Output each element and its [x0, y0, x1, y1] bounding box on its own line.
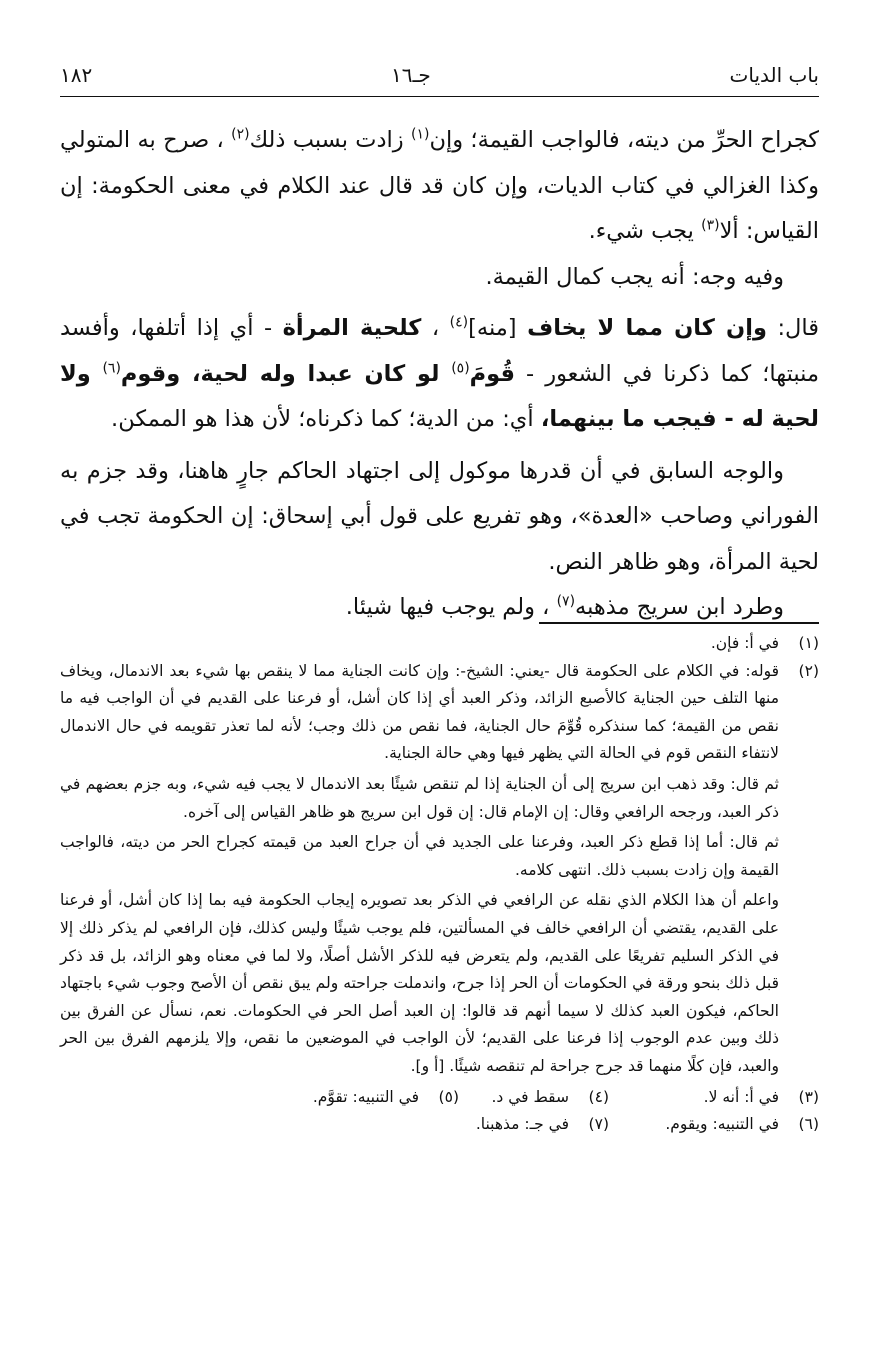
footnote-1 — [60, 630, 819, 658]
footnote-3 — [609, 1084, 819, 1112]
footnote-text: في جـ: مذهبنا. — [475, 1115, 569, 1134]
bold-text-run: ولا لحية له - فيجب ما بينهما، — [60, 360, 819, 432]
main-text — [60, 118, 819, 631]
footnote-ref-7[interactable]: (٧) — [556, 593, 576, 610]
footnote-separator — [539, 622, 819, 624]
footnote-text: في أ: أنه لا. — [703, 1087, 779, 1106]
footnote-number: (٤) — [588, 1087, 609, 1106]
footnote-paragraph: قوله: في الكلام على الحكومة قال -يعني: الشيخ-: وإن كانت الجناية مما لا ينقص بها شيء بعد الاندمال، ويخاف منها التلف حين الجناية كالأصبع الزائد، وذكر العبد أي إذا كان أشل، أو فرعنا على القديم في أن الواجب فيه ما نقص من القيمة؛ كما سنذكره قُوِّمَ حال الجناية، فما نقص من ذلك وجب؛ لأنه لما تعذر تقويمه في حال الاندمال لانتفاء النقص قوم في الحالة التي يظهر فيها وهي حالة الجناية. — [60, 661, 779, 763]
bold-text-run: وإن كان مما لا يخاف — [527, 315, 767, 341]
footnote-ref-2[interactable]: (٢) — [231, 126, 250, 143]
text-run: ، ولم يوجب فيها شيئا. — [345, 594, 557, 620]
footnote-ref-1[interactable]: (١) — [410, 126, 430, 143]
volume-label: جـ١٦ — [391, 63, 431, 87]
footnote-number: (٣) — [798, 1087, 819, 1106]
running-title: باب الديات — [729, 63, 819, 87]
text-run: يجب شيء. — [588, 218, 702, 244]
footnote-2 — [60, 658, 819, 1084]
footnote-ref-5[interactable]: (٥) — [451, 360, 470, 376]
footnote-5 — [239, 1084, 459, 1112]
footnote-paragraph: ثم قال: وقد ذهب ابن سريج إلى أن الجناية إذا لم تنقص شيئًا بعد الاندمال لا يجب فيه شيء، وبه جزم بعضهم في ذكر العبد، ورجحه الرافعي وقال: إن الإمام قال: إن قول ابن سريج هو ظاهر القياس إلى آخره. — [60, 774, 779, 821]
footnote-4 — [459, 1084, 609, 1112]
text-run: زادت بسبب ذلك — [249, 127, 411, 153]
footnote-text: في التنبيه: ويقوم. — [665, 1115, 779, 1134]
footnote-paragraph: ثم قال: أما إذا قطع ذكر العبد، وفرعنا على الجديد في أن جراح العبد من قيمته كجراح الحر من ديته، فالواجب القيمة وإن زادت بسبب ذلك. انتهى كلامه. — [60, 833, 779, 879]
text-run: - أي إذا أتلفها، وأفسد منبتها؛ كما ذكرنا في الشعور - — [60, 315, 819, 387]
footnote-number: (١) — [798, 634, 819, 652]
footnote-number: (٦) — [798, 1115, 819, 1134]
footnote-row-6-7 — [60, 1111, 819, 1139]
footnote-text: في أ: فإن. — [710, 634, 779, 652]
footnote-text: في التنبيه: تقوَّم. — [312, 1087, 419, 1106]
footnote-7 — [459, 1111, 609, 1139]
footnote-ref-3[interactable]: (٣) — [701, 217, 720, 234]
page-number: ١٨٢ — [60, 63, 93, 87]
page-header — [60, 58, 819, 92]
paragraph-3 — [60, 306, 819, 443]
bold-text-run: قُومَ — [469, 360, 516, 387]
paragraph-2: وفيه وجه: أنه يجب كمال القيمة. — [485, 263, 784, 290]
footnote-6 — [609, 1111, 819, 1139]
bold-text-run: لو كان عبدا وله لحية، وقوم — [120, 360, 452, 387]
text-run: كجراح الحرِّ من ديته، فالواجب القيمة؛ وإن — [429, 127, 819, 153]
footnote-number: (٥) — [438, 1087, 459, 1106]
paragraph-4: والوجه السابق في أن قدرها موكول إلى اجتهاد الحاكم جارٍ هاهنا، وقد جزم به الفوراني وصاحب «العدة»، وهو تفريع على قول أبي إسحاق: إن الحكومة تجب في لحية المرأة، وهو ظاهر النص. — [60, 457, 819, 575]
header-divider — [60, 96, 819, 97]
text-run: [منه] — [468, 315, 528, 341]
text-run: وطرد ابن سريج مذهبه — [575, 594, 784, 620]
footnote-ref-4[interactable]: (٤) — [449, 314, 469, 331]
footnote-body — [60, 658, 779, 1084]
bold-text-run: كلحية المرأة — [282, 315, 422, 341]
footnote-row-3-5 — [60, 1084, 819, 1112]
footnote-text: سقط في د. — [491, 1087, 569, 1106]
footnote-paragraph: واعلم أن هذا الكلام الذي نقله عن الرافعي في الذكر بعد تصويره إيجاب الحكومة فيه بما إذا كان أشل، أو فرعنا على القديم، يقتضي أن الرافعي خالف في المسألتين، فلم يوجب شيئًا وليس كذلك، فإن الرافعي لم يذكر ذلك إلا في الذكر السليم تفريعًا على القديم، ولم يتعرض فيه للذكر الأشل أصلًا، ولا لما في معناه وهو الزائد، بل قد ذكر قبل ذلك بنحو ورقة في الحكومات أن الحر إذا جرح، واندملت جراحته ولم يبق نقص أن الأصح وجوب شيء باجتهاد الحاكم، فيكون العبد كذلك لا سيما أنهم قد قالوا: إن العبد أصل الحر في الحكومات. نعم، نسأل عن الفرق بين ذلك وبين عدم الوجوب إذا فرعنا على القديم؛ لأن الواجب في الموضعين ما نقص، وإلا يلزمهم الفرق بين الحر والعبد، فإن كلًا منهما قد جرح جراحة لم تنقصه شيئًا. [أ و]. — [60, 891, 779, 1075]
footnote-number: (٧) — [588, 1115, 609, 1134]
text-run: أي: من الدية؛ كما ذكرناه؛ لأن هذا هو الممكن. — [111, 406, 541, 432]
text-run: قال: — [766, 315, 819, 341]
text-run: ، — [421, 315, 450, 341]
text-run: ، صرح به المتولي وكذا الغزالي في كتاب الديات، وإن كان قد قال عند الكلام في معنى الحكومة: إن القياس: ألا — [60, 127, 819, 244]
footnote-ref-6[interactable]: (٦) — [102, 360, 121, 376]
footnotes-section — [60, 630, 819, 1139]
footnote-number: (٢) — [798, 661, 819, 680]
paragraph-1 — [60, 118, 819, 255]
